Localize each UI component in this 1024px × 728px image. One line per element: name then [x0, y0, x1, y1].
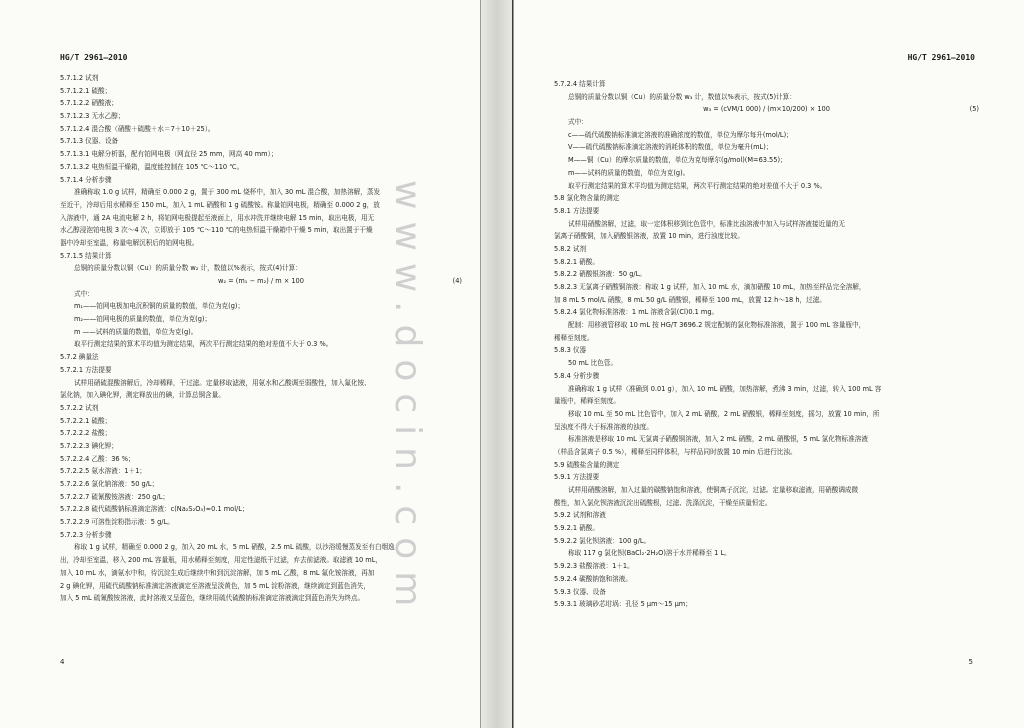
line-text: 5.7.2.2.2 盐酸；: [60, 429, 112, 438]
line-text: 5.8.4 分析步骤: [554, 371, 600, 380]
text-line: [554, 243, 979, 256]
text-line: [60, 110, 462, 123]
line-text: 5.7.2.1 方法提要: [60, 365, 112, 374]
line-text: 5.7.2.2.1 硫酸；: [60, 416, 112, 425]
line-text: 取平行测定结果的算术平均值为测定结果，两次平行测定结果的绝对差值不大于 0.3 %。: [74, 340, 333, 349]
page-number: 4: [60, 658, 65, 666]
line-text: 5.7.1.5 结果计算: [60, 251, 112, 260]
line-text: 试样用硝酸溶解，过滤，取一定体积移到比色管中，标准比浊溶液中加入与试样溶液接近量的无: [568, 219, 845, 228]
line-text: 称取 1 g 试样，精确至 0.000 2 g，加入 20 mL 水，5 mL 硝酸，2.5 mL 硫酸，以沙浴缓慢蒸发至有白烟逸: [74, 543, 395, 552]
line-text: 5.9 硫酸盐含量的测定: [554, 460, 620, 469]
formula-line: [554, 103, 979, 116]
line-text: 准确称取 1 g 试样（准确到 0.01 g），加入 10 mL 硝酸，加热溶解，煮沸 3 min，过滤，转入 100 mL 容: [568, 384, 882, 393]
line-text: 5.8 氯化物含量的测定: [554, 194, 620, 203]
line-text: 5.7.2.2.8 硫代硫酸钠标准滴定溶液：c(Na₂S₂O₃)≈0.1 mol/L；: [60, 505, 249, 514]
line-text: （样品含氯离子 0.5 %），稀释至同样体积，与样品同时放置 10 min 后进行比浊。: [554, 447, 797, 456]
text-line: [554, 218, 979, 231]
line-text: 5.7.1.2.2 硝酸液；: [60, 99, 118, 108]
line-text: 准确称取 1.0 g 试样，精确至 0.000 2 g，置于 300 mL 烧杯中，加入 30 mL 混合酸，加热溶解，蒸发: [74, 188, 381, 197]
text-line: [554, 395, 979, 408]
line-text: 试样用硝酸溶解，加入过量的碳酸钠饱和溶液，使铜离子沉淀，过滤。定量移取滤液，用硝酸调成微: [568, 486, 859, 494]
line-text: 5.7.2 碘量法: [60, 353, 99, 362]
line-text: 标准溶液是移取 10 mL 无氯离子硝酸铜溶液，加入 2 mL 硝酸，2 mL 硝酸银，5 mL 氯化物标准溶液: [568, 435, 868, 444]
text-line: [60, 148, 462, 161]
line-text: 试样用硝硫混酸溶解后，冷却稀释，干过滤。定量移取滤液，用氨水和乙酸调至弱酸性，加入氟化铵、: [74, 378, 371, 387]
text-line: [554, 180, 979, 193]
text-line: [60, 123, 462, 136]
text-line: [554, 471, 979, 484]
text-line: [554, 497, 979, 510]
text-line: [554, 154, 979, 167]
line-text: 式中：: [74, 289, 94, 298]
text-line: [554, 344, 979, 357]
line-text: 取平行测定结果的算术平均值为测定结果，两次平行测定结果的绝对差值不大于 0.3 %。: [568, 181, 827, 190]
line-text: 5.7.2.2.6 氯化钠溶液：50 g/L；: [60, 480, 159, 488]
line-text: 5.7.2.4 结果计算: [554, 80, 606, 88]
line-text: c——硫代硫酸钠标准滴定溶液的准确浓度的数值，单位为摩尔每升(mol/L)；: [568, 130, 793, 139]
line-text: 5.9.2.2 氯化钡溶液：100 g/L。: [554, 536, 651, 545]
line-text: 配制：用移液管移取 10 mL 按 HG/T 3696.2 规定配制的氯化物标准溶液，置于 100 mL 容量瓶中，: [568, 321, 866, 330]
line-text: w₃ = (cVM/1 000) / (m×10/200) × 100: [703, 105, 830, 114]
text-line: [60, 161, 462, 174]
text-line: [554, 433, 979, 446]
text-line: [554, 205, 979, 218]
text-line: [554, 306, 979, 319]
line-text: 5.7.1.2.3 无水乙醇；: [60, 112, 125, 121]
line-text: 5.7.2.2.5 氨水溶液：1＋1；: [60, 467, 147, 476]
text-line: [554, 332, 979, 345]
line-text: 5.7.2.3 分析步骤: [60, 530, 112, 539]
page-body: [554, 78, 979, 611]
text-line: [60, 135, 462, 148]
line-text: 5.7.1.2 试剂: [60, 74, 99, 82]
line-text: 稀释至刻度。: [554, 333, 594, 342]
line-text: 5.8.2.1 硝酸。: [554, 257, 599, 266]
line-text: 出，冷却至室温，移入 200 mL 容量瓶，用水稀释至刻度，用定性滤纸干过滤，弃去前滤液。取滤液 10 mL，: [60, 556, 382, 565]
text-line: [554, 116, 979, 129]
line-text: 器中冷却至室温，称量电解沉积后的铂网电极。: [60, 238, 199, 247]
line-text: 氯离子硝酸铜，加入硝酸银溶液，放置 10 min，进行浊度比较。: [554, 232, 744, 241]
line-text: 5.9.2.4 碳酸钠饱和溶液。: [554, 574, 632, 583]
line-text: 5.9.3 仪器、设备: [554, 587, 606, 596]
line-text: 2 g 碘化钾，用硫代硫酸钠标准滴定溶液滴定至溶液呈淡黄色，加 5 mL 淀粉溶液，继续滴定到蓝色消失，: [60, 581, 371, 590]
book-gutter: [481, 0, 512, 728]
text-line: [554, 319, 979, 332]
text-line: [554, 598, 979, 611]
text-line: [554, 535, 979, 548]
line-text: 5.9.2.3 盐酸溶液：1＋1。: [554, 562, 634, 571]
line-text: 5.8.2.3 无氯离子硝酸铜溶液：称取 1 g 试样，加入 10 mL 水，滴加硝酸 10 mL，加热至样品完全溶解，: [554, 283, 866, 291]
text-line: [554, 78, 979, 91]
line-text: 水乙醇浸泡铂电极 3 次～4 次，立即放于 105 ℃～110 ℃的电热恒温干燥箱中干燥 5 min，取出置于干燥: [60, 226, 373, 235]
line-text: 5.8.2.4 氯化物标准溶液：1 mL 溶液含氯(Cl)0.1 mg。: [554, 308, 719, 317]
line-text: 加入 5 mL 硫氰酸铵溶液，此时溶液又呈蓝色，继续用硫代硫酸钠标准滴定溶液滴定到蓝色消失为终点。: [60, 594, 365, 603]
text-line: [554, 167, 979, 180]
line-text: 5.8.1 方法提要: [554, 206, 600, 215]
line-text: 5.9.2.1 硝酸。: [554, 524, 599, 533]
text-line: [554, 383, 979, 396]
line-text: 称取 117 g 氯化钡(BaCl₂·2H₂O)溶于水并稀释至 1 L。: [568, 549, 731, 558]
text-line: [554, 421, 979, 434]
text-line: [554, 230, 979, 243]
line-text: 呈浊度不得大于标准溶液的浊度。: [554, 422, 653, 431]
line-text: 量瓶中，稀释至刻度。: [554, 397, 620, 406]
text-line: [554, 459, 979, 472]
page-header: HG/T 2961—2010: [60, 53, 128, 62]
page-header: HG/T 2961—2010: [907, 53, 975, 62]
text-line: [554, 357, 979, 370]
line-text: 5.9.2 试剂和溶液: [554, 511, 606, 520]
line-text: m₁——铂网电极加电沉积铜的质量的数值，单位为克(g)；: [74, 302, 245, 311]
line-text: 入溶液中，通 2A 电流电解 2 h，将铂网电极提起至液面上，用水冲洗并继续电解 15 min，取出电极，用无: [60, 213, 375, 222]
text-line: [554, 560, 979, 573]
text-line: [554, 509, 979, 522]
text-line: [554, 522, 979, 535]
text-line: [554, 192, 979, 205]
text-line: [554, 256, 979, 269]
line-text: 5.7.1.3.2 电热恒温干燥箱，温度能控制在 105 ℃～110 ℃。: [60, 162, 244, 171]
line-text: 酸性，加入氯化钡溶液沉淀出硫酸根，过滤、洗涤沉淀，干燥至质量恒定。: [554, 498, 772, 507]
line-text: m ——试料的质量的数值，单位为克(g)。: [74, 327, 198, 336]
line-text: 5.8.2.2 硝酸银溶液：50 g/L。: [554, 270, 646, 279]
line-text: 5.8.3 仪器: [554, 346, 587, 355]
line-text: 加入 10 mL 水，滴氨水中和，待沉淀生成后继续中和到沉淀溶解，加 5 mL 乙酸，8 mL 氟化铵溶液，再加: [60, 568, 375, 577]
equation-number: (5): [969, 105, 979, 114]
text-line: [554, 408, 979, 421]
watermark: www.docin.com: [387, 180, 428, 619]
right-page: [513, 0, 1024, 728]
line-text: 式中：: [568, 118, 588, 127]
line-text: M——铜（Cu）的摩尔质量的数值，单位为克每摩尔(g/mol)(M=63.55)；: [568, 156, 787, 165]
line-text: 5.7.2.2.3 碘化钾；: [60, 441, 118, 450]
line-text: 5.7.1.3 仪器、设备: [60, 137, 119, 146]
text-line: [554, 129, 979, 142]
text-line: [60, 72, 462, 85]
line-text: w₂ = (m₁ − m₂) / m × 100: [218, 277, 304, 285]
text-line: [554, 573, 979, 586]
line-text: 总铜的质量分数以铜（Cu）的质量分数 w₂ 计，数值以%表示，按式(4)计算：: [74, 264, 302, 273]
line-text: 5.7.1.2.1 硫酸；: [60, 86, 112, 95]
text-line: [554, 484, 979, 497]
line-text: 5.7.1.2.4 混合酸（硝酸＋硫酸＋水＝7＋10＋25）。: [60, 124, 215, 133]
line-text: 50 mL 比色管。: [568, 359, 618, 368]
text-line: [554, 268, 979, 281]
text-line: [554, 91, 979, 104]
text-line: [554, 446, 979, 459]
line-text: V——硫代硫酸钠标准滴定溶液的消耗体积的数值，单位为毫升(mL)；: [568, 143, 773, 152]
line-text: 5.7.2.2.9 可溶性淀粉指示液：5 g/L。: [60, 518, 174, 527]
equation-number: (4): [452, 277, 462, 285]
line-text: 移取 10 mL 至 50 mL 比色管中，加入 2 mL 硝酸，2 mL 硝酸银，稀释至刻度，摇匀，放置 10 min，所: [568, 409, 880, 418]
line-text: 5.9.3.1 玻璃砂芯坩埚：孔径 5 μm～15 μm；: [554, 600, 692, 609]
line-text: m₂——铂网电极的质量的数值，单位为克(g)；: [74, 315, 212, 324]
text-line: [60, 85, 462, 98]
line-text: 5.7.1.3.1 电解分析器，配有铂网电极（网直径 25 mm，网高 40 mm）；: [60, 150, 278, 159]
line-text: 5.7.1.4 分析步骤: [60, 175, 112, 184]
text-line: [554, 294, 979, 307]
line-text: 5.8.2 试剂: [554, 244, 587, 253]
line-text: 5.9.1 方法提要: [554, 473, 600, 482]
line-text: 5.7.2.2 试剂: [60, 403, 99, 412]
line-text: 5.7.2.2.4 乙酸：36 %；: [60, 454, 135, 463]
text-line: [554, 547, 979, 560]
line-text: 加 8 mL 5 mol/L 硝酸，8 mL 50 g/L 硝酸银，稀释至 100 mL，放置 12 h～18 h，过滤。: [554, 295, 826, 304]
line-text: 总铜的质量分数以铜（Cu）的质量分数 w₃ 计，数值以%表示，按式(5)计算：: [568, 92, 796, 101]
line-text: 至近干，冷却后用水稀释至 150 mL，加入 1 mL 硝酸和 1 g 硫酸铵。称量铂网电极，精确至 0.000 2 g，放: [60, 200, 380, 209]
line-text: 氯化钠，加入碘化钾，测定释放出的碘，计算总铜含量。: [60, 391, 225, 400]
text-line: [60, 97, 462, 110]
text-line: [554, 586, 979, 599]
line-text: m——试料的质量的数值，单位为克(g)。: [568, 168, 690, 177]
text-line: [554, 141, 979, 154]
text-line: [554, 281, 979, 294]
line-text: 5.7.2.2.7 硫氰酸铵溶液：250 g/L；: [60, 492, 169, 501]
page-number: 5: [968, 658, 973, 666]
text-line: [554, 370, 979, 383]
